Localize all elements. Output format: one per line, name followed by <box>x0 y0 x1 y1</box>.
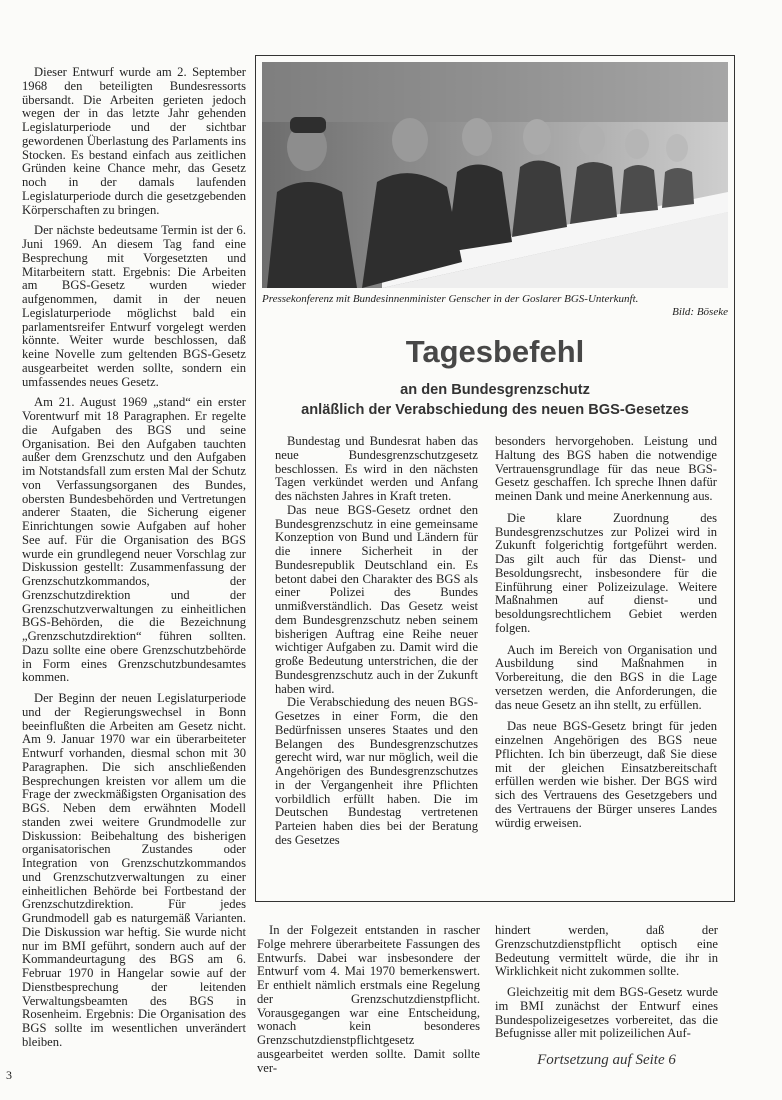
paragraph: Das neue BGS-Gesetz ordnet den Bundesgrenzschutz in eine gemeinsame Konzeption von Bund und Ländern für die innere Sicherheit in der Bundesrepublik Deutschland ein. Es betont dabei den Charakter des BGS als einer Polizei des Bundes unmißverständlich. Das Gesetz weist dem Bundesgrenzschutz neben seinem bisherigen Auftrag eine Reihe neuer wichtiger Aufgaben zu. Damit wird die große Bedeutung unterstrichen, die der Bundesgrenzschutz auch in der Zukunft haben wird. <box>275 502 478 696</box>
press-conference-photo <box>262 62 728 288</box>
paragraph: Die klare Zuordnung des Bundesgrenzschutzes zur Polizei wird in Zukunft folgerichtig fortgeführt werden. Das gilt auch für das Dienst- und Besoldungsrecht, insbesondere für die Einführung einer Polizeizulage. Weitere Maßnahmen auf dienst- und besoldungsrechtlichem Gebiet werden folgen. <box>495 510 717 635</box>
box-subtitle: anläßlich der Verabschiedung des neuen BGS-Gesetzes <box>301 402 689 418</box>
page-number: 3 <box>6 1068 12 1082</box>
paragraph: Auch im Bereich von Organisation und Ausbildung sind Maßnahmen in Vorbereitung, die den BGS in die Lage versetzen werden, die Anforderungen, die das neue Gesetz an ihn stellt, zu erfüllen. <box>495 642 717 712</box>
paragraph: Die Verabschiedung des neuen BGS-Gesetzes in einer Form, die den Bedürfnissen unseres Staates und den Belangen des Bundesgrenzschutzes gerecht wird, war nur möglich, weil die Angehörigen des Bundesgrenzschutzes in der Vergangenheit ihre Pflichten vorbildlich erfüllt haben. Die im Deutschen Bundestag vertretenen Parteien haben dies bei der Beratung des Gesetzes <box>275 695 478 847</box>
photo-caption: Pressekonferenz mit Bundesinnenminister Genscher in der Goslarer BGS-Unterkunft. <box>262 293 639 305</box>
paragraph: Gleichzeitig mit dem BGS-Gesetz wurde im BMI zunächst der Entwurf eines Bundespolizeigesetzes vorbereitet, das die Befugnisse aller mit polizeilichen Auf- <box>495 985 718 1041</box>
left-article-column <box>22 66 246 1057</box>
box-title: Tagesbefehl <box>405 334 585 369</box>
photo-credit: Bild: Böseke <box>672 306 728 318</box>
paragraph: Das neue BGS-Gesetz bringt für jeden einzelnen Angehörigen des BGS neue Pflichten. Ich bin überzeugt, daß Sie diese mit der gleichen Einsatzbereitschaft erfüllen werden wie bisher. Der BGS wird sich des Vertrauens des Gesetzgebers und des Vertrauens der Bürger unseres Landes würdig erweisen. <box>495 719 717 830</box>
paragraph: hindert werden, daß der Grenzschutzdienstpflicht optisch eine Bedeutung vermittelt würde, die ihr in Wirklichkeit nicht zukommen sollte. <box>495 923 718 979</box>
box-column-1 <box>275 435 478 848</box>
paragraph: Der nächste bedeutsame Termin ist der 6. Juni 1969. An diesem Tag fand eine Besprechung mit Vorgesetzten und Mitarbeitern statt. Ergebnis: Die Arbeiten am BGS-Gesetz wurden wieder aufgenommen, damit in der neuen Legislaturperiode möglichst bald ein parlamentsreifer Entwurf vorgelegt werden könnte. Weiter wurde beschlossen, daß keine Novelle zum geltenden BGS-Gesetz ausgearbeitet werden sollte, sondern ein umfassendes neues Gesetz. <box>22 223 246 389</box>
paragraph: Dieser Entwurf wurde am 2. September 1968 den beteiligten Bundesressorts übersandt. Die Arbeiten gerieten jedoch wegen der in das letzte Jahr gehenden Legislaturperiode und der sichtbar gewordenen Überlastung des Parlaments ins Stocken. Es bestand einfach aus zeitlichen Gründen keine Chance mehr, das Gesetz noch in der damals laufenden Legislaturperiode durch die gesetzgebenden Körperschaften zu bringen. <box>22 65 246 217</box>
paragraph: besonders hervorgehoben. Leistung und Haltung des BGS haben die notwendige Vertrauensgrundlage für das neue BGS-Gesetz geschaffen. Ich spreche Ihnen dafür meinen Dank und meine Anerkennung aus. <box>495 434 717 503</box>
bottom-column-2 <box>495 924 718 1048</box>
paragraph: Am 21. August 1969 „stand“ ein erster Vorentwurf mit 18 Paragraphen. Er regelte die Aufgaben des BGS und seine Organisation. Bei den Aufgaben tauchten außer dem Grenzschutz und den Aufgaben im Notstandsfall zum ersten Mal der Schutz von Verfassungsorganen des Bundes, obersten Bundesbehörden und Vertretungen anderer Staaten, die Sicherung eigener Einrichtungen sowie Aufgaben auf hoher See auf. Für die Organisation des BGS wurde ein grundlegend neuer Vorschlag zur Diskussion gestellt: Zusammenfassung der Grenzschutzkommandos, der Grenzschutzdirektion und der Grenzschutzverwaltungen zu einheitlichen BGS-Behörden, die die Bezeichnung „Grenzschutzdirektion“ führen sollten. Dazu sollte eine obere Grenzschutzbehörde in Form eines Grenzschutzbundesamtes kommen. <box>22 395 246 685</box>
box-subtitle: an den Bundesgrenzschutz <box>400 382 590 398</box>
box-column-2 <box>495 435 717 838</box>
paragraph: Bundestag und Bundesrat haben das neue Bundesgrenzschutzgesetz beschlossen. Es wird in den nächsten Tagen verkündet werden und Anfang des nächsten Jahres in Kraft treten. <box>275 434 478 503</box>
paragraph: In der Folgezeit entstanden in rascher Folge mehrere überarbeitete Fassungen des Entwurfs. Dabei war insbesondere der Entwurf vom 4. Mai 1970 bemerkenswert. Er enthielt nämlich erstmals eine Regelung der Grenzschutzdienstpflicht. Vorausgegangen war eine Entscheidung, wonach kein besonderes Grenzschutzdienstpflichtgesetz ausgearbeitet werden sollte. Damit sollte ver- <box>257 923 480 1075</box>
continuation-note: Fortsetzung auf Seite 6 <box>537 1052 676 1068</box>
bottom-column-1 <box>257 924 480 1082</box>
paragraph: Der Beginn der neuen Legislaturperiode und der Regierungswechsel in Bonn beeinflußten die Arbeiten am Gesetz nicht. Am 9. Januar 1970 war ein überarbeiteter Entwurf vorhanden, diesmal schon mit 30 Paragraphen. Die sich anschließenden Besprechungen kreisten vor allem um die Frage der zweckmäßigsten Organisation des BGS. Neben dem erwähnten Modell standen zwei weitere Grundmodelle zur Diskussion: Beibehaltung des bisherigen organisatorischen Zustandes oder Integration von Grenzschutzkommandos und Grenzschutzverwaltungen zu einer einheitlichen Behörde bei Fortbestand der Grenzschutzdirektion. Für jedes Grundmodell gab es naturgemäß Varianten. Die Diskussion war heftig. Sie wurde nicht nur im BMI geführt, sondern auch auf der Kommandeurtagung des BGS am 6. Februar 1970 in Hangelar sowie auf der Dienstbesprechung der leitenden Verwaltungsbeamten des BGS in Rosenheim. Ergebnis: Die Organisation des BGS sollte im wesentlichen unverändert bleiben. <box>22 691 246 1049</box>
